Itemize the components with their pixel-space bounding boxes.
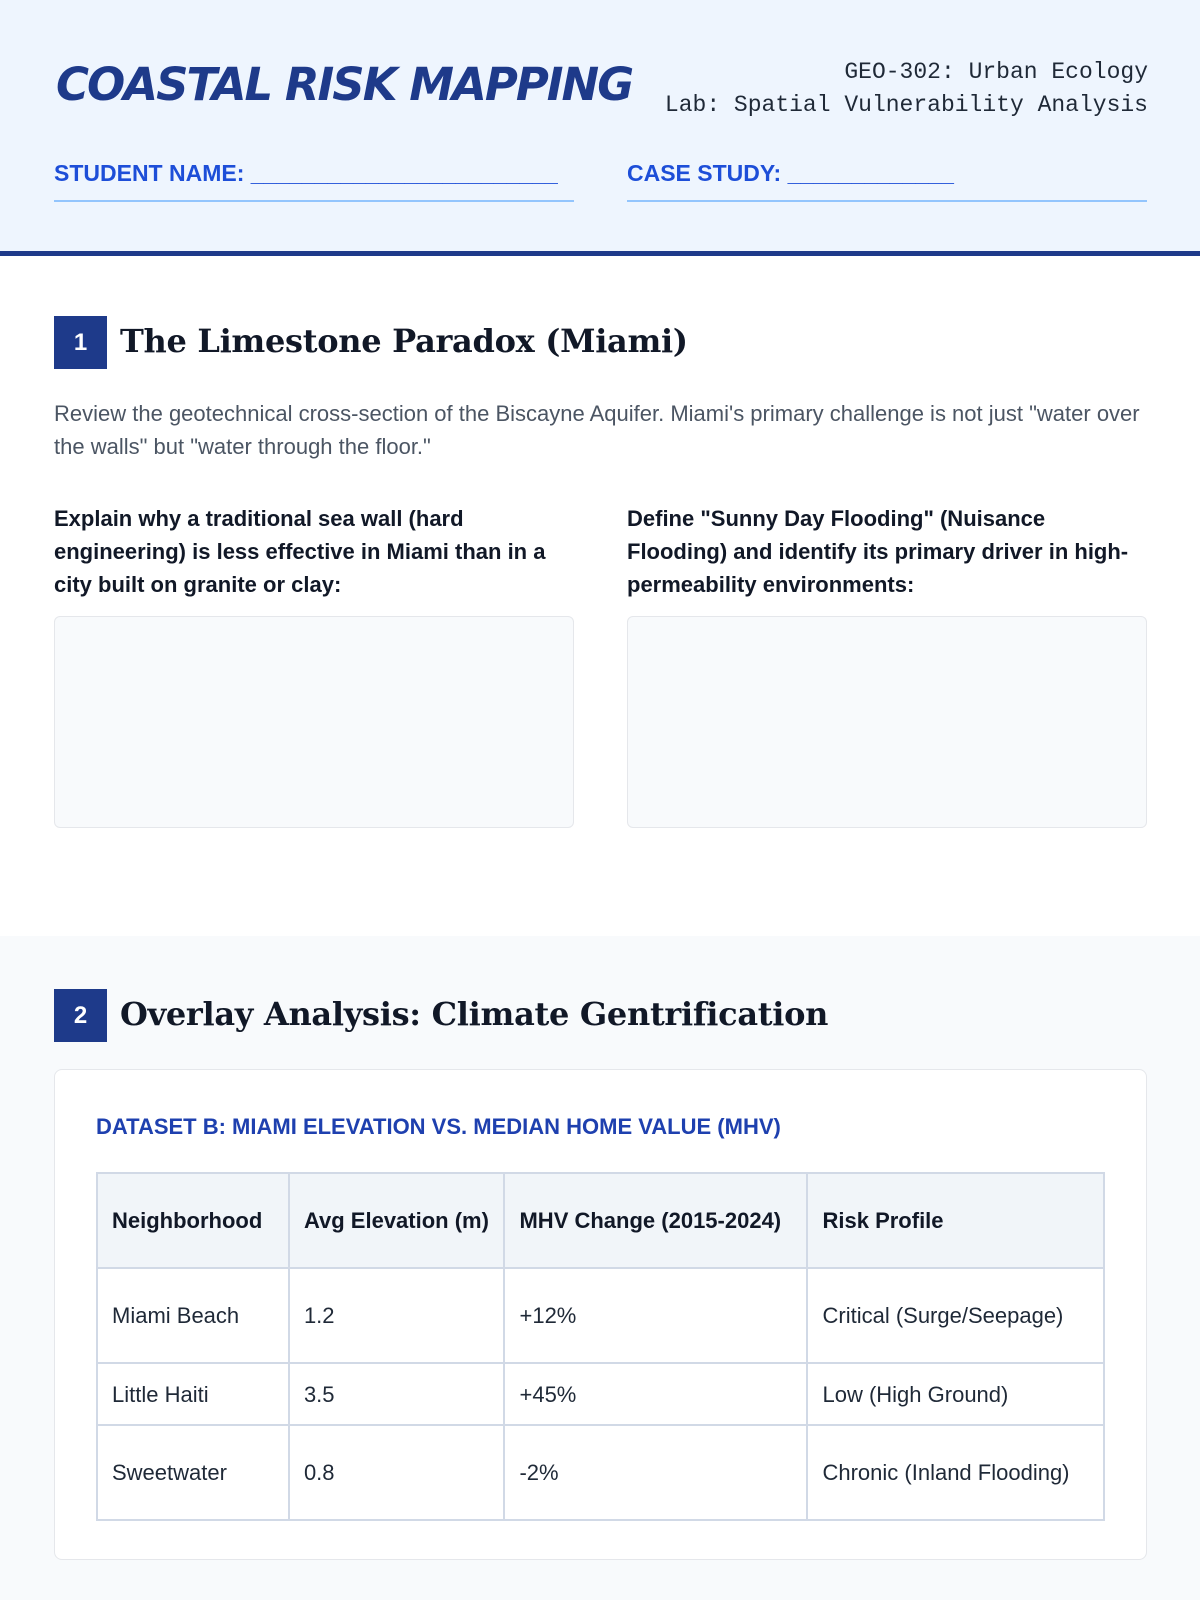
table-row (97, 1363, 1104, 1425)
table-cell: 1.2 (289, 1268, 505, 1363)
section-2-title: Overlay Analysis: Climate Gentrification (120, 995, 829, 1033)
worksheet-header (0, 0, 1200, 256)
column-header-mhv-change: MHV Change (2015-2024) (504, 1173, 807, 1268)
answer-box-sea-wall[interactable] (54, 616, 574, 828)
dataset-table (96, 1172, 1105, 1521)
table-cell: Critical (Surge/Seepage) (807, 1268, 1104, 1363)
table-row (97, 1425, 1104, 1520)
table-cell: +45% (504, 1363, 807, 1425)
question-sea-wall: Explain why a traditional sea wall (hard engineering) is less effective in Miami than in a city built on granite or clay: (54, 506, 546, 597)
course-code: GEO-302: Urban Ecology (844, 59, 1148, 85)
table-cell: Chronic (Inland Flooding) (807, 1425, 1104, 1520)
lab-name: Lab: Spatial Vulnerability Analysis (664, 92, 1148, 118)
column-header-avg-elevation: Avg Elevation (m) (289, 1173, 505, 1268)
table-cell: Little Haiti (97, 1363, 289, 1425)
table-header-row (97, 1173, 1104, 1268)
table-cell: Miami Beach (97, 1268, 289, 1363)
course-info (665, 56, 1148, 122)
table-cell: 0.8 (289, 1425, 505, 1520)
dataset-card (54, 1069, 1147, 1560)
page-title: COASTAL RISK MAPPING (56, 58, 633, 111)
student-name-field[interactable]: STUDENT NAME: ________________________ (54, 160, 574, 202)
answer-box-sunny-day-flooding[interactable] (627, 616, 1147, 828)
table-cell: Low (High Ground) (807, 1363, 1104, 1425)
section-1-number-badge: 1 (54, 316, 107, 369)
case-study-field[interactable]: CASE STUDY: _____________ (627, 160, 1147, 202)
column-header-risk-profile: Risk Profile (807, 1173, 1104, 1268)
column-header-neighborhood: Neighborhood (97, 1173, 289, 1268)
table-row (97, 1268, 1104, 1363)
table-cell: -2% (504, 1425, 807, 1520)
table-cell: 3.5 (289, 1363, 505, 1425)
section-1-intro: Review the geotechnical cross-section of the Biscayne Aquifer. Miami's primary challenge is not just "water over the walls" but "water through the floor." (54, 401, 1140, 459)
question-sunny-day-flooding: Define "Sunny Day Flooding" (Nuisance Flooding) and identify its primary driver in high-permeability environments: (627, 506, 1129, 597)
section-2-number-badge: 2 (54, 989, 107, 1042)
table-cell: Sweetwater (97, 1425, 289, 1520)
dataset-title: DATASET B: MIAMI ELEVATION VS. MEDIAN HOME VALUE (MHV) (96, 1114, 781, 1139)
table-cell: +12% (504, 1268, 807, 1363)
section-1-title: The Limestone Paradox (Miami) (120, 322, 688, 360)
